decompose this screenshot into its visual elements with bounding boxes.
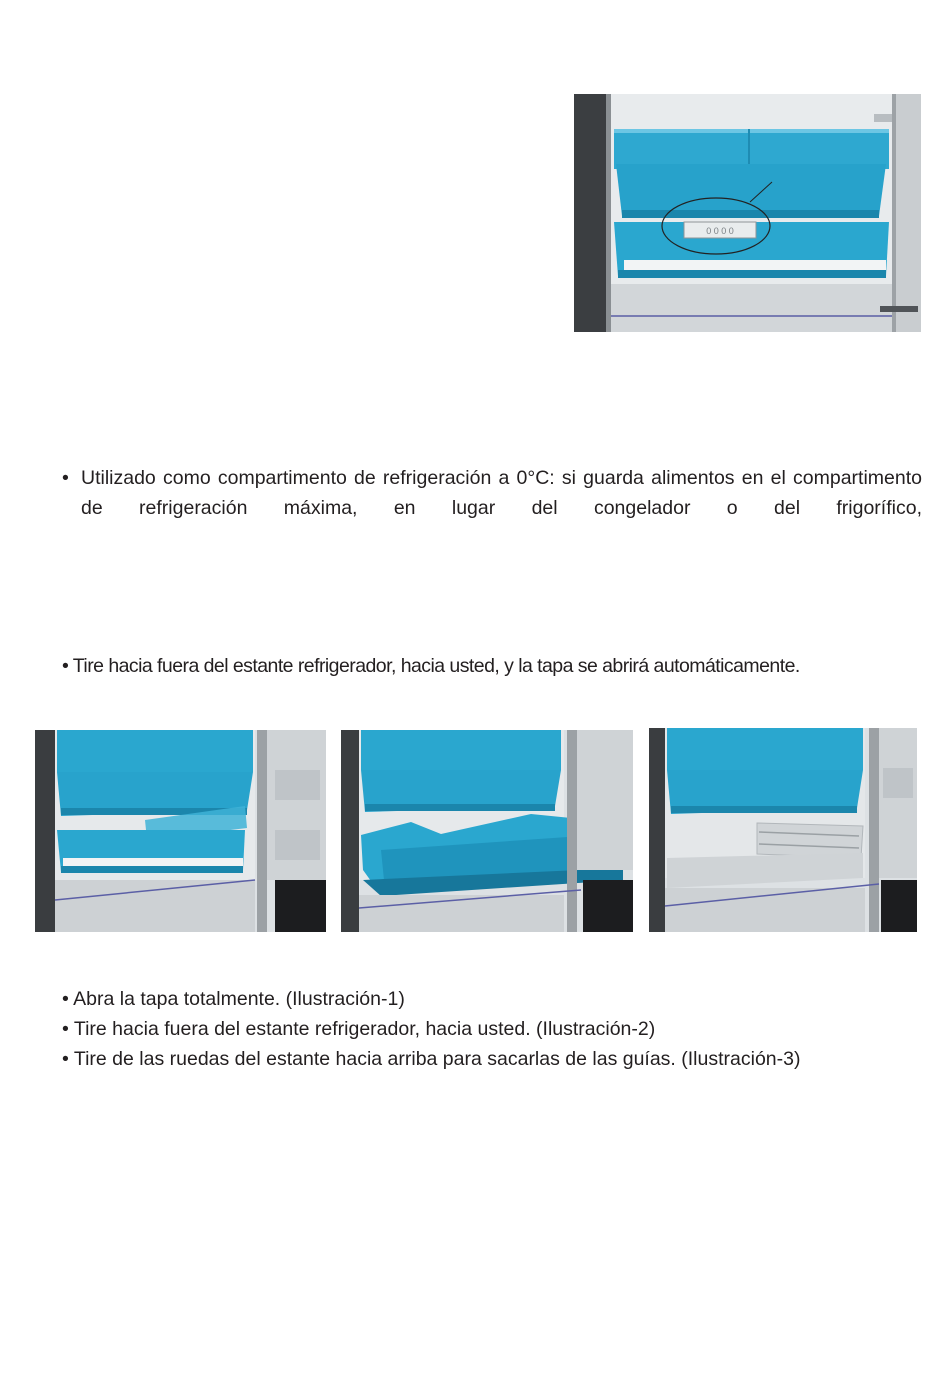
illustration-2-photo (341, 730, 633, 932)
bullet-symbol: • (62, 988, 69, 1010)
bullet-symbol: • (62, 1018, 69, 1040)
chiller-compartment-photo (574, 94, 921, 332)
step-3-text: Tire de las ruedas del estante hacia arriba para sacarlas de las guías. (Ilustración-3) (73, 1048, 801, 1070)
step-2 (62, 1014, 922, 1044)
bullet-symbol: • (62, 1048, 69, 1070)
refrigeration-bullet (62, 463, 922, 523)
step-1 (62, 984, 922, 1014)
step-2-text: Tire hacia fuera del estante refrigerador, hacia usted. (Ilustración-2) (73, 1018, 656, 1040)
step-3 (62, 1044, 922, 1074)
bullet-symbol: • (62, 655, 69, 677)
illustration-1-photo (35, 730, 326, 932)
pull-shelf-text: Tire hacia fuera del estante refrigerador, hacia usted, y la tapa se abrirá automáticamente. (72, 655, 800, 677)
bullet-symbol: • (62, 467, 69, 489)
pull-shelf-bullet (62, 651, 922, 681)
step-1-text: Abra la tapa totalmente. (Ilustración-1) (73, 988, 405, 1010)
illustration-3-photo (649, 728, 917, 932)
refrigeration-paragraph: Utilizado como compartimento de refrigeración a 0°C: si guarda alimentos en el compartimento de refrigeración máxima, en lugar del congelador o del frigorífico, (81, 467, 922, 519)
svg-text:0 0 0 0: 0 0 0 0 (706, 226, 734, 236)
